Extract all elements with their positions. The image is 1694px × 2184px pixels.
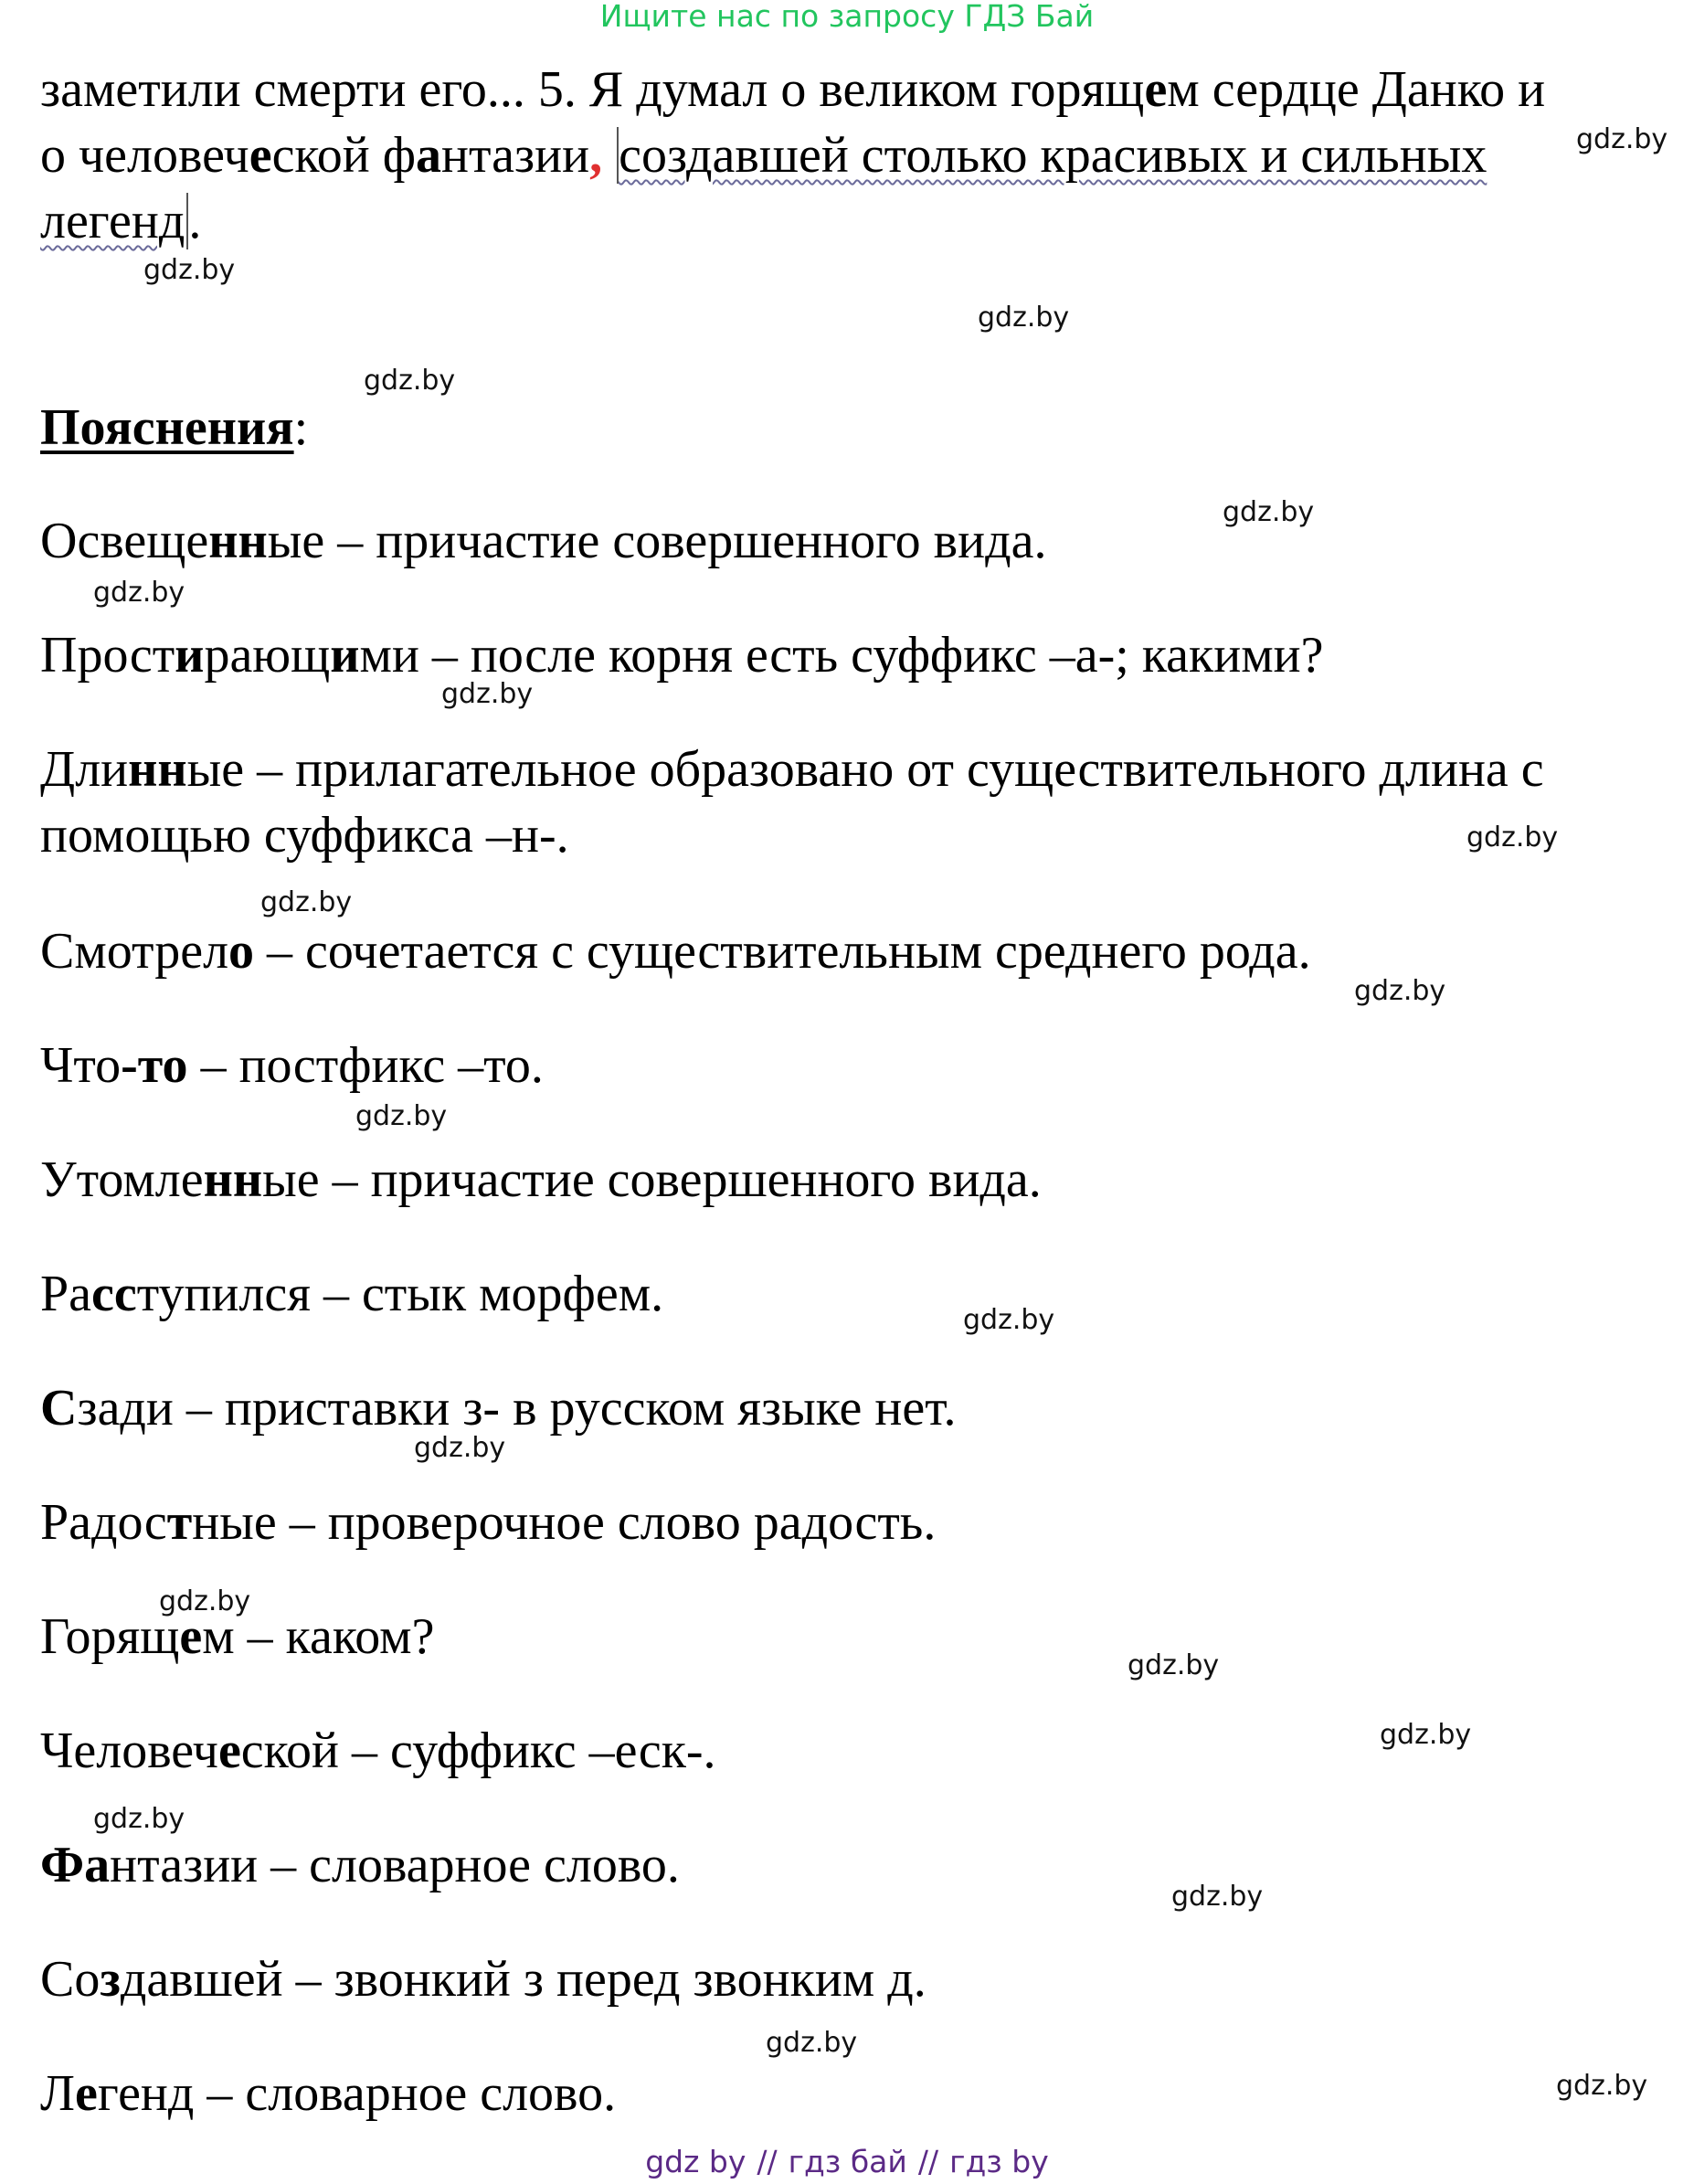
watermark: gdz.by — [441, 678, 534, 710]
intro-line-1-end: м сердце Данко и — [1167, 61, 1546, 118]
watermark: gdz.by — [1380, 1719, 1472, 1751]
highlight: -то — [121, 1037, 188, 1094]
word-part: рающ — [204, 627, 331, 684]
highlight: з — [100, 1951, 121, 2008]
word-part: Ра — [40, 1266, 91, 1322]
highlight: нн — [128, 741, 187, 798]
footer-link-gdz-by[interactable]: gdz by — [645, 2144, 746, 2179]
word-part: Что — [40, 1037, 122, 1094]
watermark: gdz.by — [1128, 1649, 1220, 1681]
word-part: е — [185, 513, 209, 569]
highlight: е — [217, 1723, 241, 1779]
highlight: С — [40, 1380, 78, 1437]
intro-line-2-c: ской ф — [271, 127, 417, 184]
watermark: gdz.by — [364, 365, 456, 397]
footer-link-gdz-bai[interactable]: гдз бай — [788, 2144, 907, 2179]
explanation-text: ые – причастие совершенного вида. — [267, 513, 1047, 569]
word-part: Дли — [40, 741, 129, 798]
explanation-text: давшей – звонкий з перед звонким д. — [120, 1951, 926, 2008]
word-part: Смотрел — [40, 923, 229, 980]
word-part: Утомле — [40, 1151, 204, 1208]
explanation-row-continued — [40, 802, 1657, 868]
explanation-row — [40, 1147, 1657, 1213]
explanation-text: нтазии – словарное слово. — [110, 1837, 680, 1893]
explanation-row — [40, 737, 1657, 802]
explanation-text: зади – приставки з- в русском языке нет. — [77, 1380, 957, 1437]
watermark: gdz.by — [143, 254, 236, 286]
title-colon: : — [293, 399, 309, 456]
explanation-text: ые – причастие совершенного вида. — [262, 1151, 1042, 1208]
watermark: gdz.by — [1556, 2070, 1648, 2102]
highlight: нн — [208, 513, 268, 569]
highlight: а — [84, 1837, 111, 1893]
word-part: Прост — [40, 627, 175, 684]
highlight: т — [166, 1494, 193, 1551]
intro-line-3-end: . — [188, 193, 202, 249]
highlight: е — [74, 2065, 98, 2122]
word-part: Радос — [40, 1494, 167, 1551]
watermark: gdz.by — [1223, 496, 1315, 528]
participial-phrase: создавшей столько красивых и сильных — [619, 127, 1488, 184]
watermark: gdz.by — [963, 1304, 1055, 1336]
explanation-text: – постфикс –то. — [187, 1037, 544, 1094]
explanation-row — [40, 1033, 1657, 1098]
watermark: gdz.by — [414, 1432, 506, 1464]
intro-line-2 — [40, 122, 1657, 188]
intro-line-2-b: е — [249, 127, 272, 184]
participial-phrase-end: легенд — [40, 193, 185, 249]
explanation-row — [40, 1832, 1657, 1898]
watermark: gdz.by — [766, 2027, 858, 2059]
explanation-row — [40, 1261, 1657, 1327]
word-part: Л — [40, 2065, 75, 2122]
watermark: gdz.by — [260, 886, 353, 918]
word-part: Освещ — [40, 513, 186, 569]
watermark: gdz.by — [1354, 975, 1446, 1007]
intro-line-1 — [40, 57, 1657, 122]
footer-separator: // — [757, 2144, 778, 2179]
watermark: gdz.by — [93, 577, 185, 609]
explanation-text: тупился – стык морфем. — [136, 1266, 664, 1322]
watermark: gdz.by — [978, 302, 1070, 334]
intro-line-1-bold: е — [1144, 61, 1168, 118]
explanation-text: генд – словарное слово. — [97, 2065, 617, 2122]
word-part: Горящ — [40, 1608, 180, 1665]
intro-line-1-text: заметили смерти его... 5. Я думал о великом горящ — [40, 61, 1145, 118]
explanation-text: ми – после корня есть суффикс –а-; какими? — [359, 627, 1324, 684]
watermark: gdz.by — [93, 1803, 185, 1835]
section-title — [40, 395, 1657, 461]
watermark: gdz.by — [355, 1100, 448, 1132]
explanation-row — [40, 1490, 1657, 1555]
intro-line-2-d: а — [416, 127, 442, 184]
intro-line-3 — [40, 188, 1657, 254]
explanation-text: помощью суффикса –н-. — [40, 807, 569, 864]
explanation-row — [40, 508, 1657, 574]
watermark: gdz.by — [1576, 123, 1668, 155]
watermark: gdz.by — [1466, 822, 1559, 853]
highlight: и — [175, 627, 205, 684]
highlight: о — [228, 923, 255, 980]
footer-link-gdz-by-cyr[interactable]: гдз by — [949, 2144, 1049, 2179]
watermark: gdz.by — [159, 1585, 251, 1617]
explanation-text: ые – прилагательное образовано от существительного длина с — [186, 741, 1544, 798]
header-search-link[interactable]: Ищите нас по запросу ГДЗ Бай — [599, 0, 1095, 34]
intro-line-2-a: о человеч — [40, 127, 249, 184]
word-part: Человеч — [40, 1723, 218, 1779]
explanation-row — [40, 1604, 1657, 1670]
highlight: нн — [203, 1151, 263, 1208]
footer-separator: // — [917, 2144, 939, 2179]
explanation-text: м – каком? — [202, 1608, 435, 1665]
explanation-row — [40, 1946, 1657, 2012]
explanation-text: ные – проверочное слово радость. — [192, 1494, 937, 1551]
title-text: Пояснения — [40, 399, 294, 456]
intro-line-2-e: нтазии — [441, 127, 590, 184]
explanation-text: ской – суффикс –еск-. — [240, 1723, 716, 1779]
highlight: Ф — [40, 1837, 85, 1893]
highlight: и — [330, 627, 360, 684]
word-part: Со — [40, 1951, 101, 2008]
explanation-row — [40, 1375, 1657, 1441]
highlight: сс — [91, 1266, 137, 1322]
watermark: gdz.by — [1171, 1881, 1264, 1913]
explanation-text: – сочетается с существительным среднего рода. — [254, 923, 1311, 980]
footer-links — [0, 2146, 1694, 2179]
explanation-row — [40, 622, 1657, 688]
highlight: е — [179, 1608, 203, 1665]
explanation-row — [40, 2061, 1657, 2126]
red-comma: , — [589, 127, 603, 184]
